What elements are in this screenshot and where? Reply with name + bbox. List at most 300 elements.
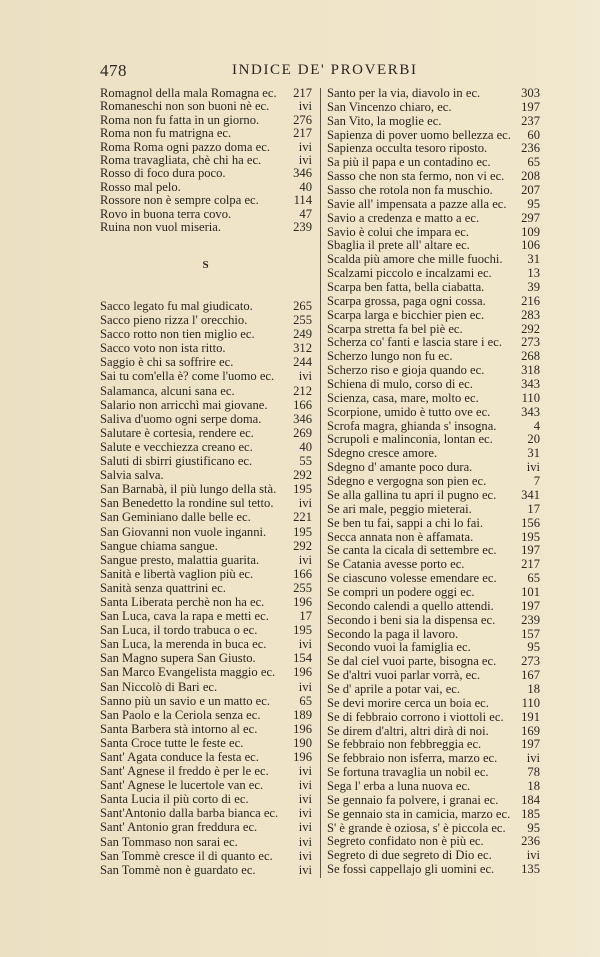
proverb-text: Se fortuna travaglia un nobil ec. [327, 766, 489, 780]
index-entry [327, 281, 540, 295]
index-entry [100, 384, 312, 398]
index-entry [100, 299, 312, 313]
index-entry [100, 327, 312, 341]
page-reference: 244 [293, 355, 312, 370]
page-reference: ivi [526, 848, 540, 863]
proverb-text: Se fossi cappellajo gli uomini ec. [327, 863, 495, 877]
proverb-text: Se devi morire cerca un boia ec. [327, 696, 489, 710]
index-entry [100, 539, 312, 553]
page-reference: 283 [521, 307, 540, 322]
index-entry [100, 398, 312, 412]
page-reference: 265 [293, 299, 312, 313]
index-entry [327, 641, 540, 655]
page-reference: 292 [293, 468, 312, 483]
proverb-text: Scorpione, umido è tutto ove ec. [327, 405, 491, 419]
page-reference: 184 [521, 792, 540, 807]
proverb-text: Secondo i beni sia la dispensa ec. [327, 613, 496, 627]
proverb-text: Secondo vuoi la famiglia ec. [327, 641, 471, 655]
proverb-text: Sant' Agnese le lucertole van ec. [100, 778, 264, 793]
page-reference: 65 [299, 693, 312, 708]
index-entry [327, 87, 540, 101]
page-reference: 346 [293, 411, 312, 426]
index-entry [100, 127, 312, 140]
page-reference: 216 [521, 293, 540, 308]
page-reference: 110 [521, 390, 540, 405]
index-entry [327, 628, 540, 642]
page-reference: 343 [521, 377, 540, 392]
proverb-text: Ruina non vuol miseria. [100, 221, 222, 235]
index-entry [327, 863, 540, 877]
page-reference: 101 [521, 584, 540, 599]
left-column-s-entries [100, 299, 312, 877]
proverb-text: San Vito, la moglie ec. [327, 114, 442, 128]
index-entry [327, 336, 540, 350]
page-reference: 268 [521, 349, 540, 364]
index-entry [327, 586, 540, 600]
index-entry [327, 212, 540, 226]
page-reference: 276 [293, 112, 312, 127]
proverb-text: Se compri un podere oggi ec. [327, 585, 475, 599]
page-reference: ivi [298, 862, 312, 877]
proverb-text: Santa Liberata perchè non ha ec. [100, 594, 265, 609]
index-entry [327, 170, 540, 184]
page-reference: 185 [521, 806, 540, 821]
page-reference: 110 [521, 695, 540, 710]
page-reference: 47 [299, 206, 312, 221]
page-reference: 303 [521, 86, 540, 100]
proverb-text: Salute e vecchiezza creano ec. [100, 439, 253, 454]
proverb-text: Segreto confidato non è più ec. [327, 835, 484, 849]
page-reference: 217 [293, 126, 312, 141]
section-letter: S [202, 259, 210, 271]
index-entry [327, 544, 540, 558]
running-title: INDICE DE' PROVERBI [232, 62, 418, 78]
page-reference: 4 [533, 418, 540, 433]
index-entry [327, 447, 540, 461]
proverb-text: Roma travagliata, chè chi ha ec. [100, 154, 262, 168]
index-entry [100, 141, 312, 154]
index-entry [100, 221, 312, 234]
proverb-text: Scarpa ben fatta, bella ciabatta. [327, 281, 485, 295]
page-reference: 189 [293, 707, 312, 722]
proverb-text: San Tommè non è guardato ec. [100, 862, 256, 877]
proverb-text: Rosso di foco dura poco. [100, 167, 226, 181]
proverb-text: Roma non fu matrigna ec. [100, 127, 232, 141]
proverb-text: Segreto di due segreto di Dio ec. [327, 849, 492, 863]
index-entry [327, 697, 540, 711]
index-entry [327, 184, 540, 198]
proverb-text: Scrupoli e malinconia, lontan ec. [327, 433, 493, 447]
page-number: 478 [100, 61, 127, 80]
proverb-text: Savio è colui che impara ec. [327, 225, 469, 239]
index-entry [100, 806, 312, 820]
page-reference: 191 [521, 709, 540, 724]
proverb-text: Sacco rotto non tien miglio ec. [100, 327, 255, 342]
proverb-text: Se alla gallina tu apri il pugno ec. [327, 488, 497, 502]
index-entry [100, 581, 312, 595]
page-reference: ivi [298, 153, 312, 168]
index-entry [327, 683, 540, 697]
proverb-text: San Barnabà, il più lungo della stà. [100, 482, 277, 497]
index-entry [100, 863, 312, 877]
page-reference: 207 [521, 183, 540, 198]
page-reference: ivi [298, 99, 312, 114]
proverb-text: San Giovanni non vuole inganni. [100, 524, 267, 539]
proverb-text: Sega l' erba a luna nuova ec. [327, 779, 471, 793]
index-entry [327, 808, 540, 822]
index-entry [100, 637, 312, 651]
index-entry [327, 503, 540, 517]
page-reference: 18 [527, 681, 540, 696]
index-entry [100, 708, 312, 722]
index-entry [327, 725, 540, 739]
index-entry [327, 198, 540, 212]
page-reference: 169 [521, 723, 540, 738]
index-entry [327, 572, 540, 586]
index-entry [100, 482, 312, 496]
index-entry [327, 101, 540, 115]
proverb-text: Sdegno cresce amore. [327, 447, 438, 461]
proverb-text: Romagnol della mala Romagna ec. [100, 87, 277, 100]
index-entry [327, 156, 540, 170]
index-entry [327, 780, 540, 794]
page-reference: 197 [521, 737, 540, 752]
page-reference: 167 [521, 668, 540, 683]
right-column-entries [327, 87, 540, 877]
page-reference: 135 [521, 862, 540, 877]
index-entry [327, 849, 540, 863]
page-reference: 236 [521, 141, 540, 156]
index-entry [327, 364, 540, 378]
proverb-text: Sasso che non sta fermo, non vi ec. [327, 170, 505, 184]
index-entry [100, 313, 312, 327]
proverb-text: Santa Barbera stà intorno al ec. [100, 721, 258, 736]
index-entry [100, 412, 312, 426]
proverb-text: Se d'altri vuoi parlar vorrà, ec. [327, 669, 480, 683]
index-entry [100, 87, 312, 100]
page-reference: 60 [527, 127, 540, 142]
index-entry [327, 558, 540, 572]
page-reference: 255 [293, 580, 312, 595]
proverb-text: Secondo la paga il lavoro. [327, 627, 459, 641]
proverb-text: Santa Croce tutte le feste ec. [100, 735, 244, 750]
proverb-text: Savie all' impensata a pazze alla ec. [327, 197, 507, 211]
index-entry [100, 454, 312, 468]
index-entry [327, 309, 540, 323]
page-reference: 17 [299, 609, 312, 624]
page-reference: 166 [293, 397, 312, 412]
proverb-text: Roma Roma ogni pazzo doma ec. [100, 140, 270, 154]
proverb-text: Se Catania avesse porto ec. [327, 558, 465, 572]
proverb-text: Se dal ciel vuoi parte, bisogna ec. [327, 655, 497, 669]
page-reference: 197 [521, 99, 540, 114]
page-reference: ivi [298, 637, 312, 652]
proverb-text: Scalda più amore che mille fuochi. [327, 253, 503, 267]
proverb-text: Scarpa stretta fa bel piè ec. [327, 322, 463, 336]
proverb-text: Sdegno d' amante poco dura. [327, 461, 473, 475]
index-entry [100, 181, 312, 194]
index-entry [100, 792, 312, 806]
page-reference: 31 [527, 446, 540, 461]
proverb-text: Santa Lucia il più corto di ec. [100, 792, 249, 807]
proverb-text: San Paolo e la Ceriola senza ec. [100, 707, 261, 722]
index-entry [100, 154, 312, 167]
proverb-text: Rosso mal pelo. [100, 180, 181, 194]
proverb-text: Savio a credenza e matto a ec. [327, 211, 480, 225]
proverb-text: Scrofa magra, ghianda s' insogna. [327, 419, 497, 433]
index-entry [100, 764, 312, 778]
proverb-text: Se direm d'altri, altri dirà di noi. [327, 724, 489, 738]
index-entry [327, 378, 540, 392]
index-entry [327, 475, 540, 489]
proverb-text: Sasso che rotola non fa muschio. [327, 184, 493, 198]
page-reference: ivi [298, 848, 312, 863]
page-reference: 212 [293, 383, 312, 398]
page-reference: ivi [298, 778, 312, 793]
index-entry [327, 461, 540, 475]
page-reference: 312 [293, 341, 312, 356]
index-entry [100, 167, 312, 180]
page-reference: 18 [527, 778, 540, 793]
proverb-text: Roma non fu fatta in un giorno. [100, 113, 260, 127]
page-reference: 343 [521, 404, 540, 419]
page-reference: ivi [298, 806, 312, 821]
page-reference: 196 [293, 594, 312, 609]
page-reference: 208 [521, 169, 540, 184]
page-reference: 95 [527, 196, 540, 211]
page-reference: 154 [293, 651, 312, 666]
proverb-text: San Tommè cresce il di quanto ec. [100, 848, 273, 863]
page-reference: 273 [521, 335, 540, 350]
index-entry [327, 614, 540, 628]
proverb-text: Sacco pieno rizza l' orecchio. [100, 313, 248, 328]
index-entry [100, 736, 312, 750]
proverb-text: Se canta la cicala di settembre ec. [327, 544, 497, 558]
page-reference: 17 [527, 501, 540, 516]
proverb-text: Se d' aprile a potar vai, ec. [327, 682, 461, 696]
proverb-text: Se ben tu fai, sappi a chi lo fai. [327, 516, 483, 530]
page-reference: 217 [293, 86, 312, 100]
proverb-text: Secca annata non è affamata. [327, 530, 474, 544]
proverb-text: Saliva d'uomo ogni serpe doma. [100, 411, 262, 426]
left-column-r-entries [100, 87, 312, 234]
page-reference: 7 [533, 474, 540, 489]
proverb-text: Salutare è cortesia, rendere ec. [100, 425, 254, 440]
index-entry [327, 433, 540, 447]
index-entry [327, 392, 540, 406]
page-reference: ivi [298, 369, 312, 384]
proverb-text: San Luca, il tordo trabuca o ec. [100, 623, 258, 638]
index-entry [327, 531, 540, 545]
page-reference: 197 [521, 598, 540, 613]
proverb-text: Saluti di sbirri giustificano ec. [100, 454, 253, 469]
index-entry [327, 115, 540, 129]
page-reference: ivi [298, 764, 312, 779]
index-entry [100, 525, 312, 539]
index-entry [327, 489, 540, 503]
index-entry [100, 100, 312, 113]
proverb-text: Sant' Agnese il freddo è per le ec. [100, 764, 269, 779]
proverb-text: San Niccolò di Bari ec. [100, 679, 218, 694]
index-entry [327, 142, 540, 156]
index-entry [100, 208, 312, 221]
index-entry [100, 468, 312, 482]
proverb-text: San Geminiano dalle belle ec. [100, 510, 251, 525]
proverb-text: Scarpa grossa, paga ogni cossa. [327, 294, 486, 308]
page-reference: 13 [527, 266, 540, 281]
index-entry [100, 849, 312, 863]
proverb-text: Salario non arricchì mai giovane. [100, 397, 268, 412]
proverb-text: Sapienza occulta tesoro riposto. [327, 142, 488, 156]
proverb-text: S' è grande è oziosa, s' è piccola ec. [327, 821, 506, 835]
proverb-text: Rossore non è sempre colpa ec. [100, 194, 259, 208]
page-reference: 39 [527, 280, 540, 295]
proverb-text: Sangue chiama sangue. [100, 538, 218, 553]
page-reference: 109 [521, 224, 540, 239]
page-reference: 40 [299, 179, 312, 194]
proverb-text: Se febbraio non febbreggia ec. [327, 738, 482, 752]
proverb-text: Scienza, casa, mare, molto ec. [327, 391, 479, 405]
proverb-text: Scherzo riso e gioja quando ec. [327, 364, 485, 378]
index-entry [100, 820, 312, 834]
index-entry [327, 794, 540, 808]
page-reference: 195 [521, 529, 540, 544]
page-reference: 65 [527, 571, 540, 586]
page-reference: 196 [293, 721, 312, 736]
page-reference: 65 [527, 155, 540, 170]
page-reference: 341 [521, 487, 540, 502]
index-entry [327, 406, 540, 420]
page-reference: 195 [293, 524, 312, 539]
proverb-text: Sangue presto, malattia guarita. [100, 552, 260, 567]
proverb-text: Sacco voto non ista ritto. [100, 341, 226, 356]
index-entry [327, 766, 540, 780]
page-reference: 236 [521, 834, 540, 849]
page-reference: 55 [299, 454, 312, 469]
page-reference: 269 [293, 425, 312, 440]
proverb-text: Sbaglia il prete all' altare ec. [327, 239, 470, 253]
index-entry [100, 426, 312, 440]
page-reference: 249 [293, 327, 312, 342]
index-entry [100, 114, 312, 127]
proverb-text: Sant' Agata conduce la festa ec. [100, 750, 259, 764]
proverb-text: Se ari male, peggio mieterai. [327, 502, 472, 516]
column-divider [320, 88, 321, 878]
page-reference: 292 [521, 321, 540, 336]
proverb-text: Sacco legato fu mal giudicato. [100, 299, 253, 313]
index-entry [100, 440, 312, 454]
index-entry [100, 609, 312, 623]
page-reference: 190 [293, 735, 312, 750]
index-entry [327, 239, 540, 253]
proverb-text: San Magno supera San Giusto. [100, 651, 256, 666]
page-reference: 31 [527, 252, 540, 267]
index-entry [100, 510, 312, 524]
page-reference: ivi [298, 496, 312, 511]
index-entry [100, 694, 312, 708]
index-entry [100, 553, 312, 567]
proverb-text: San Vincenzo chiaro, ec. [327, 100, 452, 114]
page-reference: 78 [527, 765, 540, 780]
page-reference: 297 [521, 210, 540, 225]
page-reference: 95 [527, 640, 540, 655]
index-entry [100, 623, 312, 637]
index-entry [100, 496, 312, 510]
index-entry [100, 369, 312, 383]
index-entry [327, 129, 540, 143]
proverb-text: San Tommaso non sarai ec. [100, 834, 238, 849]
index-entry [327, 822, 540, 836]
index-entry [100, 567, 312, 581]
page-reference: ivi [298, 552, 312, 567]
proverb-text: Santo per la via, diavolo in ec. [327, 87, 481, 100]
proverb-text: Sant' Antonio gran freddura ec. [100, 820, 258, 835]
index-entry [327, 600, 540, 614]
page-reference: ivi [298, 792, 312, 807]
proverb-text: Saggio è chi sa soffrire ec. [100, 355, 234, 370]
page-reference: ivi [298, 834, 312, 849]
page-reference: 196 [293, 665, 312, 680]
page-reference: 156 [521, 515, 540, 530]
proverb-text: Scherzo lungo non fu ec. [327, 350, 453, 364]
index-entry [100, 722, 312, 736]
page-reference: 273 [521, 654, 540, 669]
index-entry [327, 752, 540, 766]
proverb-text: Sanità senza quattrini ec. [100, 580, 226, 595]
page-reference: 195 [293, 623, 312, 638]
page-reference: 237 [521, 113, 540, 128]
index-entry [100, 341, 312, 355]
proverb-text: San Luca, la merenda in buca ec. [100, 637, 267, 652]
page-reference: 166 [293, 566, 312, 581]
index-entry [327, 420, 540, 434]
index-entry [100, 355, 312, 369]
page-reference: 157 [521, 626, 540, 641]
proverb-text: Sant'Antonio dalla barba bianca ec. [100, 806, 279, 821]
index-entry [327, 267, 540, 281]
proverb-text: Sa più il papa e un contadino ec. [327, 156, 491, 170]
index-entry [100, 651, 312, 665]
index-entry [327, 226, 540, 240]
proverb-text: Se febbraio non isferra, marzo ec. [327, 752, 498, 766]
proverb-text: Sapienza di pover uomo bellezza ec. [327, 128, 511, 142]
page-reference: 106 [521, 238, 540, 253]
index-entry [327, 295, 540, 309]
proverb-text: Salvia salva. [100, 468, 164, 483]
page-reference: 221 [293, 510, 312, 525]
page-reference: 20 [527, 432, 540, 447]
index-entry [327, 323, 540, 337]
page-reference: 239 [293, 220, 312, 235]
page-reference: 217 [521, 557, 540, 572]
proverb-text: Scarpa larga e bicchier pien ec. [327, 308, 485, 322]
proverb-text: Sanità e libertà vaglion più ec. [100, 566, 254, 581]
page-reference: 95 [527, 820, 540, 835]
proverb-text: Sai tu com'ella è? come l'uomo ec. [100, 369, 275, 384]
proverb-text: Scalzami piccolo e incalzami ec. [327, 267, 492, 281]
page-reference: 196 [293, 750, 312, 764]
page-reference: 292 [293, 538, 312, 553]
proverb-text: San Marco Evangelista maggio ec. [100, 665, 276, 680]
proverb-text: Scherza co' fanti e lascia stare i ec. [327, 336, 502, 350]
index-entry [100, 835, 312, 849]
index-entry [100, 750, 312, 764]
index-entry [327, 350, 540, 364]
index-entry [100, 665, 312, 679]
proverb-text: Salamanca, alcuni sana ec. [100, 383, 235, 398]
proverb-text: Se gennaio sta in camicia, marzo ec. [327, 807, 511, 821]
index-entry [327, 711, 540, 725]
